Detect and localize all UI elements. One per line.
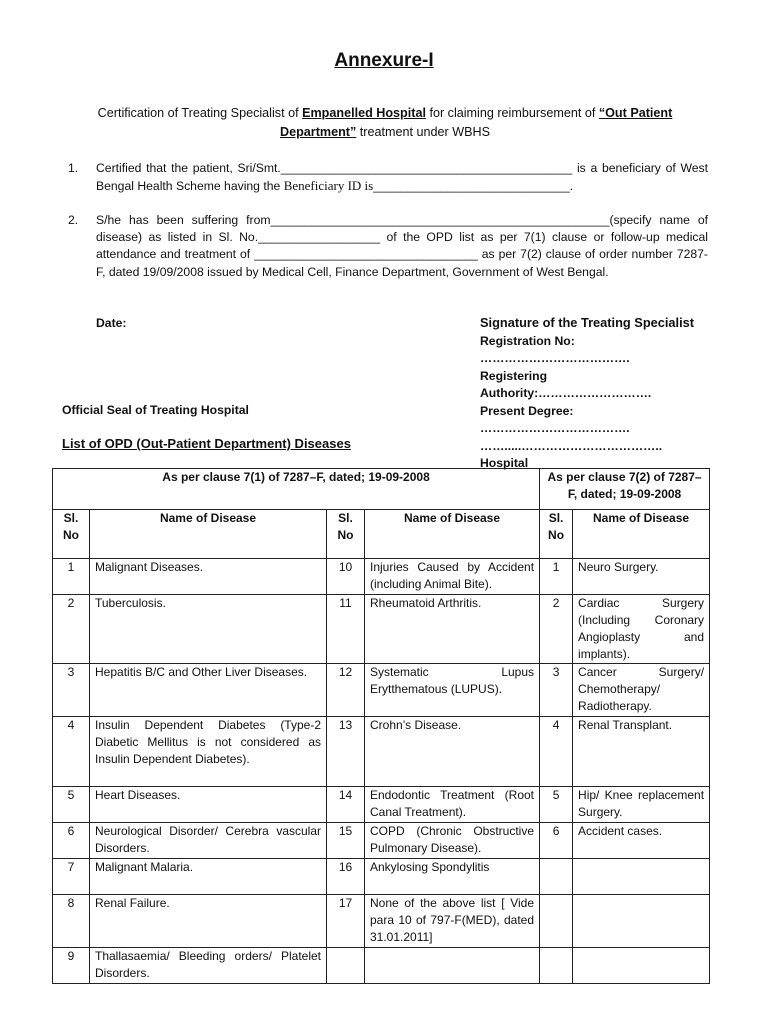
sl-no-cell: 6 <box>53 823 90 859</box>
opd-diseases-table <box>52 468 710 984</box>
disease-cell: Tuberculosis. <box>90 595 327 664</box>
sl-no-header: Sl. No <box>327 510 365 559</box>
registering-authority-line: Registering Authority:………………………. <box>480 368 652 400</box>
disease-cell: Neurological Disorder/ Cerebra vascular Disorders. <box>90 823 327 859</box>
table-row <box>53 948 710 984</box>
table-row <box>53 895 710 948</box>
clause-7-2-header: As per clause 7(2) of 7287–F, dated; 19-09-2008 <box>540 469 710 510</box>
sl-no-cell: 9 <box>53 948 90 984</box>
clause-header-row <box>53 469 710 510</box>
disease-cell <box>573 948 710 984</box>
sl-no-cell: 2 <box>540 595 573 664</box>
disease-cell: Accident cases. <box>573 823 710 859</box>
sl-no-cell: 6 <box>540 823 573 859</box>
disease-cell: COPD (Chronic Obstructive Pulmonary Disease). <box>365 823 540 859</box>
table-row <box>53 717 710 787</box>
sl-no-cell: 11 <box>327 595 365 664</box>
empanelled-hospital-label: Empanelled Hospital <box>302 106 426 120</box>
disease-cell: Cancer Surgery/ Chemotherapy/ Radiotherapy. <box>573 664 710 717</box>
table-row <box>53 595 710 664</box>
clause-7-1-header: As per clause 7(1) of 7287–F, dated; 19-09-2008 <box>53 469 540 510</box>
registration-no-line: Registration No: ………………………………. <box>480 333 630 365</box>
sl-no-cell: 5 <box>53 787 90 823</box>
disease-cell: Endodontic Treatment (Root Canal Treatment). <box>365 787 540 823</box>
sl-no-cell: 5 <box>540 787 573 823</box>
disease-cell <box>365 948 540 984</box>
opd-label: “Out Patient Department” <box>280 106 673 139</box>
sl-no-cell: 13 <box>327 717 365 787</box>
disease-cell: Rheumatoid Arthritis. <box>365 595 540 664</box>
disease-cell: Insulin Dependent Diabetes (Type-2 Diabetic Mellitus is not considered as Insulin Dependent Diabetes). <box>90 717 327 787</box>
intro-text-2: for claiming reimbursement of <box>425 106 599 120</box>
certification-paragraph-1 <box>68 160 708 195</box>
beneficiary-id-blank: _____________________________. <box>373 179 574 194</box>
disease-cell: Hip/ Knee replacement Surgery. <box>573 787 710 823</box>
table-row <box>53 559 710 595</box>
sl-no-cell: 2 <box>53 595 90 664</box>
paragraph-number: 1. <box>68 161 79 175</box>
sl-no-cell: 7 <box>53 859 90 895</box>
sl-no-cell <box>540 859 573 895</box>
paragraph-number: 2. <box>68 213 79 227</box>
table-row <box>53 859 710 895</box>
sl-no-cell: 10 <box>327 559 365 595</box>
disease-cell: Crohn’s Disease. <box>365 717 540 787</box>
sl-no-header: Sl. No <box>53 510 90 559</box>
sl-no-cell: 12 <box>327 664 365 717</box>
certification-intro <box>62 104 708 142</box>
sl-no-cell: 17 <box>327 895 365 948</box>
disease-cell: Renal Failure. <box>90 895 327 948</box>
disease-cell: Thallasaemia/ Bleeding orders/ Platelet Disorders. <box>90 948 327 984</box>
disease-certification-text: S/he has been suffering from__________________________________________________(specify name of disease) as listed in Sl. No.__________________ of the OPD list as per 7(1) clause or follow-up medical attendance and treatment of _________________________________ as per 7(2) clause of order number 7287-F, dated 19/09/2008 issued by Medical Cell, Finance Department, Government of West Bengal. <box>96 213 708 279</box>
disease-cell: Malignant Malaria. <box>90 859 327 895</box>
sl-no-cell: 16 <box>327 859 365 895</box>
table-row <box>53 787 710 823</box>
certification-paragraph-2 <box>68 212 708 281</box>
disease-cell: Heart Diseases. <box>90 787 327 823</box>
document-title: Annexure-I <box>334 50 434 71</box>
disease-cell: Neuro Surgery. <box>573 559 710 595</box>
table-row <box>53 823 710 859</box>
disease-cell: Renal Transplant. <box>573 717 710 787</box>
sl-no-header: Sl. No <box>540 510 573 559</box>
disease-name-header: Name of Disease <box>573 510 710 559</box>
intro-text-1: Certification of Treating Specialist of <box>97 106 303 120</box>
present-degree-line: Present Degree: ………………………………. <box>480 403 630 435</box>
hospital-line: …….....…………………………….. Hospital <box>480 438 663 470</box>
disease-cell <box>573 895 710 948</box>
sl-no-cell <box>540 948 573 984</box>
official-seal-label: Official Seal of Treating Hospital <box>62 403 249 417</box>
sl-no-cell: 1 <box>53 559 90 595</box>
sl-no-cell: 3 <box>540 664 573 717</box>
sl-no-cell: 14 <box>327 787 365 823</box>
sl-no-cell: 4 <box>540 717 573 787</box>
disease-cell: None of the above list [ Vide para 10 of 797-F(MED), dated 31.01.2011] <box>365 895 540 948</box>
date-label: Date: <box>96 316 127 330</box>
disease-cell: Cardiac Surgery (Including Coronary Angioplasty and implants). <box>573 595 710 664</box>
signature-title: Signature of the Treating Specialist <box>480 315 695 330</box>
disease-cell: Malignant Diseases. <box>90 559 327 595</box>
sl-no-cell: 3 <box>53 664 90 717</box>
disease-name-header: Name of Disease <box>365 510 540 559</box>
table-row <box>53 664 710 717</box>
sl-no-cell: 8 <box>53 895 90 948</box>
opd-list-title: List of OPD (Out-Patient Department) Diseases <box>62 436 351 451</box>
sl-no-cell <box>540 895 573 948</box>
column-header-row <box>53 510 710 559</box>
disease-cell <box>573 859 710 895</box>
disease-cell: Injuries Caused by Accident (including Animal Bite). <box>365 559 540 595</box>
disease-cell: Systematic Lupus Erytthematous (LUPUS). <box>365 664 540 717</box>
intro-text-3: treatment under WBHS <box>356 125 490 139</box>
disease-cell: Ankylosing Spondylitis <box>365 859 540 895</box>
sl-no-cell: 4 <box>53 717 90 787</box>
sl-no-cell <box>327 948 365 984</box>
sl-no-cell: 15 <box>327 823 365 859</box>
sl-no-cell: 1 <box>540 559 573 595</box>
signature-block <box>480 314 702 473</box>
disease-cell: Hepatitis B/C and Other Liver Diseases. <box>90 664 327 717</box>
beneficiary-id-label: Beneficiary ID is <box>283 178 374 194</box>
patient-certification-text: Certified that the patient, Sri/Smt.___________________________________________ is a beneficiary of West Bengal Health Scheme having the <box>96 161 708 194</box>
disease-name-header: Name of Disease <box>90 510 327 559</box>
